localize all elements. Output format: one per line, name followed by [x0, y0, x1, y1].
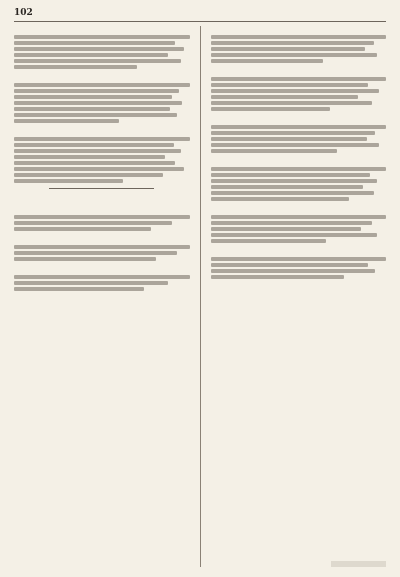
text-line — [14, 251, 177, 255]
library-stamp — [331, 561, 386, 567]
text-line — [14, 107, 170, 111]
text-line — [211, 47, 365, 51]
text-line — [211, 221, 372, 225]
entry-head — [14, 266, 190, 273]
entry-head — [211, 206, 387, 213]
text-line — [14, 113, 177, 117]
header-rule — [14, 21, 386, 22]
text-line — [14, 155, 165, 159]
page-number: 102 — [14, 8, 33, 18]
text-line — [14, 245, 190, 249]
text-line — [14, 149, 181, 153]
text-line — [14, 59, 181, 63]
list-item — [14, 266, 190, 291]
entry-head — [14, 74, 190, 81]
text-line — [14, 83, 190, 87]
text-line — [14, 281, 168, 285]
entry-head — [211, 68, 387, 75]
list-item — [14, 206, 190, 231]
list-item — [211, 26, 387, 63]
text-line — [211, 167, 387, 171]
entry-head — [14, 206, 190, 213]
text-line — [211, 95, 358, 99]
text-line — [14, 47, 184, 51]
text-line — [211, 131, 376, 135]
text-line — [211, 197, 350, 201]
text-line — [14, 179, 123, 183]
text-line — [211, 239, 327, 243]
entry-head — [211, 116, 387, 123]
text-line — [211, 89, 379, 93]
entry-head — [211, 248, 387, 255]
text-line — [14, 143, 174, 147]
text-line — [14, 137, 190, 141]
text-line — [211, 227, 362, 231]
text-line — [211, 35, 387, 39]
list-item — [14, 128, 190, 183]
text-line — [211, 101, 372, 105]
text-line — [211, 77, 387, 81]
entry-head — [14, 236, 190, 243]
entry-head — [14, 26, 190, 33]
text-line — [211, 173, 371, 177]
text-line — [211, 269, 376, 273]
text-line — [211, 191, 374, 195]
text-line — [14, 53, 168, 57]
text-line — [14, 221, 172, 225]
text-line — [211, 143, 379, 147]
list-item — [14, 26, 190, 69]
list-item — [14, 74, 190, 123]
column-divider — [200, 26, 201, 567]
list-item — [211, 206, 387, 243]
text-line — [14, 215, 190, 219]
text-line — [14, 167, 184, 171]
text-line — [211, 233, 378, 237]
text-line — [211, 59, 323, 63]
text-line — [14, 275, 190, 279]
text-line — [14, 227, 151, 231]
section-title — [14, 193, 190, 203]
text-line — [14, 257, 156, 261]
text-line — [14, 41, 175, 45]
text-line — [14, 95, 172, 99]
text-line — [211, 41, 374, 45]
text-line — [211, 179, 378, 183]
two-column-body — [14, 26, 386, 567]
text-line — [211, 215, 387, 219]
text-line — [211, 53, 378, 57]
text-line — [211, 83, 369, 87]
text-line — [211, 185, 364, 189]
section-divider — [49, 188, 154, 189]
text-line — [14, 89, 179, 93]
text-line — [14, 119, 119, 123]
text-line — [14, 101, 182, 105]
text-line — [14, 161, 175, 165]
text-line — [211, 125, 387, 129]
list-item — [14, 236, 190, 261]
text-line — [211, 107, 330, 111]
list-item — [211, 248, 387, 279]
text-line — [211, 275, 344, 279]
text-line — [211, 263, 369, 267]
right-column — [211, 26, 387, 567]
text-line — [14, 35, 190, 39]
entry-head — [211, 158, 387, 165]
page-header — [14, 8, 386, 22]
left-column — [14, 26, 190, 567]
text-line — [211, 257, 387, 261]
list-item — [211, 68, 387, 111]
text-line — [14, 173, 163, 177]
entry-head — [211, 26, 387, 33]
list-item — [211, 158, 387, 201]
text-line — [211, 137, 367, 141]
text-line — [14, 287, 144, 291]
text-line — [14, 65, 137, 69]
entry-head — [14, 128, 190, 135]
list-item — [211, 116, 387, 153]
text-line — [211, 149, 337, 153]
